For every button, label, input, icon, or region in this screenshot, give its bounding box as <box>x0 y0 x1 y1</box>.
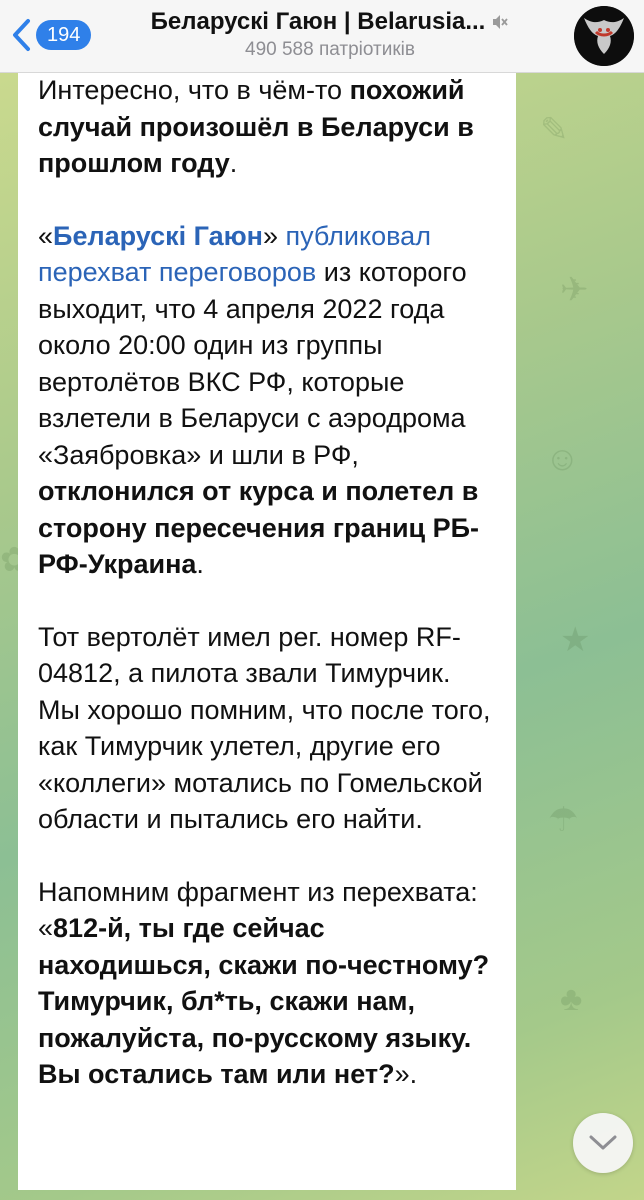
chevron-down-icon <box>588 1134 618 1152</box>
channel-logo-icon <box>574 6 634 66</box>
message-paragraph-1 <box>38 72 498 182</box>
text-span: ». <box>394 1059 418 1089</box>
muted-speaker-icon <box>491 13 509 31</box>
text-span: . <box>229 148 238 178</box>
doodle-icon: ☺ <box>545 440 580 478</box>
doodle-icon: ☂ <box>548 801 579 839</box>
message-bubble <box>18 60 516 1190</box>
channel-avatar[interactable] <box>574 6 634 66</box>
message-paragraph-3 <box>38 619 498 838</box>
channel-mention-link[interactable]: Беларускі Гаюн <box>53 220 263 251</box>
text-span: Напомним фрагмент из перехвата: « <box>38 876 478 943</box>
text-span: . <box>196 549 204 579</box>
message-paragraph-2 <box>38 218 498 583</box>
doodle-icon: ★ <box>560 621 591 659</box>
scroll-to-bottom-button[interactable] <box>573 1113 633 1173</box>
text-span: « <box>38 220 54 251</box>
text-span: » <box>262 220 286 251</box>
doodle-icon: ✈ <box>560 271 589 309</box>
doodle-icon: ✿ <box>0 541 29 579</box>
intercept-link[interactable]: публиковал перехват переговоров <box>38 220 431 287</box>
chat-header <box>0 0 644 73</box>
bold-text: отклонился от курса и полетел в сторону пересечения границ РБ-РФ-Украина <box>38 476 480 579</box>
unread-badge: 194 <box>36 20 91 50</box>
text-span: Интересно, что в чём-то <box>38 75 350 105</box>
bold-text: похожий случай произошёл в Беларуси в прошлом году <box>38 75 474 178</box>
back-button[interactable] <box>10 18 91 52</box>
subscriber-count: 490 588 патріотиків <box>245 39 415 60</box>
doodle-icon: ✎ <box>540 111 569 149</box>
doodle-icon: ♣ <box>560 980 583 1018</box>
chat-title-area[interactable] <box>120 8 540 61</box>
bold-text: 812-й, ты где сейчас находишься, скажи по-честному? Тимурчик, бл*ть, скажи нам, пожалуйста, по-русскому языку. Вы остались там или нет? <box>38 913 490 1089</box>
text-span: из которого выходит, что 4 апреля 2022 года около 20:00 один из группы вертолётов ВКС РФ, которые взлетели в Беларуси с аэродрома «Заябровка» и шли в РФ, <box>38 257 467 470</box>
chat-title <box>151 8 510 36</box>
message-paragraph-4 <box>38 874 498 1093</box>
chat-title-text: Беларускі Гаюн | Belarusia... <box>150 8 486 35</box>
text-span: Тот вертолёт имел рег. номер RF-04812, а пилота звали Тимурчик. Мы хорошо помним, что после того, как Тимурчик улетел, другие его «коллеги» мотались по Гомельской области и пытались его найти. <box>38 621 491 834</box>
chevron-left-icon <box>10 18 32 52</box>
